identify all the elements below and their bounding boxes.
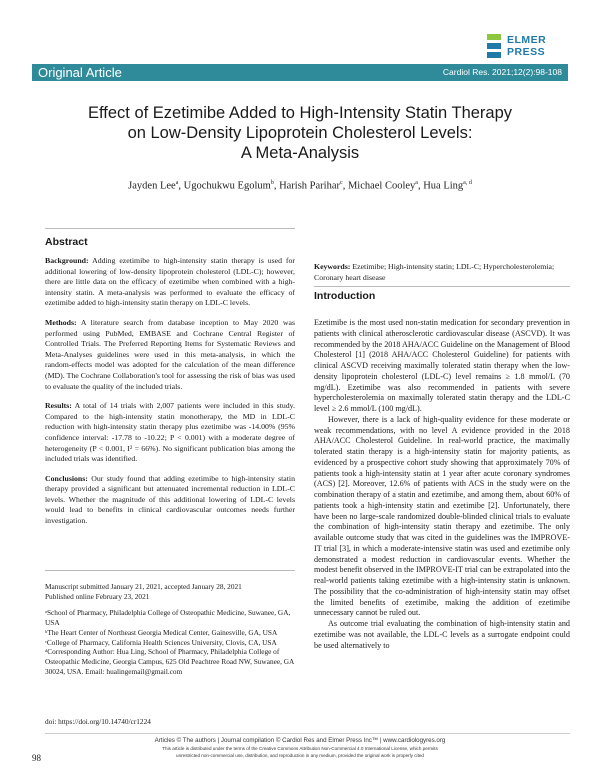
publisher-name (507, 34, 546, 58)
author-affiliation-mark: a (175, 180, 179, 186)
author-list: Jayden Lee$^a$, Ugochukwu Egolum$^b$, Harish Parihar$^c$, Michael Cooley$^a$, Hua Ling$^{a, d}$ (128, 180, 472, 192)
results-label: Results: (45, 401, 72, 411)
introduction-body (314, 318, 570, 651)
elmer-press-logo-mark (485, 32, 503, 62)
background-text: Adding ezetimibe to high-intensity statin therapy is used for additional lowering of low-density lipoprotein cholesterol (LDL-C); however, there are little data on the efficacy of ezetimibe when combined with a high-intensity statin. A meta-analysis was performed to evaluate the efficacy of ezetimibe added to high-intensity statin therapy on LDL-C levels. (45, 256, 295, 308)
methods-label: Methods: (45, 317, 77, 327)
doi-link[interactable]: doi: https://doi.org/10.14740/cr1224 (45, 717, 151, 726)
author-name: Jayden Lee (128, 180, 176, 192)
publication-date: Published online February 23, 2021 (45, 591, 150, 601)
manuscript-notes (45, 582, 295, 677)
methods-text: A literature search from database inception to May 2020 was performed using PubMed, EMBASE and Cochrane Central Register of Controlled Trials. The Preferred Reporting Items for Systematic Reviews and Meta-Analyses guidelines were used in this meta-analysis, in which the random-effects model was adopted for the calculation of the mean difference (MD). The Cochrane Collaboration's tool for assessing the risk of bias was used to evaluate the quality of the included trials. (45, 317, 295, 391)
author-affiliation-mark: b (270, 180, 274, 186)
abstract-bottom-rule (45, 570, 295, 571)
keywords-bottom-rule (314, 286, 570, 287)
footer-license-line1: This article is distributed under the terms of the Creative Commons Attribution Non-Commercial 4.0 International License, which permits (162, 746, 438, 751)
conclusions-text: Our study found that adding ezetimibe to high-intensity statin therapy provided a significant but attenuated incremental reduction in LDL-C levels. Whether the magnitude of this additional lowering of LDL-C levels would lead to benefits in clinical cardiovascular outcomes needs further investigation. (45, 473, 295, 526)
publisher-name-line2: PRESS (507, 46, 546, 58)
header-band (32, 64, 568, 81)
publisher-name-line1: ELMER (507, 34, 547, 46)
intro-paragraph-1: Ezetimibe is the most used non-statin medication for secondary prevention in patients with clinical atherosclerotic cardiovascular disease (ASCVD). It was recommended by the 2018 AHA/ACC Guideline on the Management of Blood Cholesterol [1] (2018 AHA/ACC Cholesterol Guideline) for patients with clinical ASCVD receiving maximally tolerated statin therapy when the low-density lipoprotein cholesterol (LDL-C) level remains ≥ 1.8 mmol/L (70 mg/dL). Ezetimibe was also recommended in patients with severe hypercholesterolemia on maximally tolerated statin therapy and the LDL-C level ≥ 2.6 mmol/L (100 mg/dL). (314, 318, 570, 413)
abstract-results (45, 401, 295, 465)
footer-license-line2: unrestricted non-commercial use, distribution, and reproduction in any medium, provided the original work is properly cited (176, 753, 424, 758)
author-affiliation-mark: a (415, 180, 418, 186)
keywords-label: Keywords: (314, 262, 351, 271)
publisher-logo (485, 32, 555, 68)
abstract-top-rule (45, 228, 295, 229)
author-name: Hua Ling (423, 180, 464, 192)
submission-dates: Manuscript submitted January 21, 2021, accepted January 28, 2021 (45, 582, 242, 591)
journal-citation: Cardiol Res. 2021;12(2):98-108 (442, 67, 562, 77)
introduction-heading: Introduction (314, 290, 376, 302)
author-affiliation-mark: c (340, 180, 343, 186)
background-label: Background: (45, 256, 89, 265)
title-line-3: A Meta-Analysis (240, 144, 360, 162)
abstract-background (45, 256, 295, 309)
results-text: A total of 14 trials with 2,007 patients were included in this study. Compared to the high-intensity statin monotherapy, the MD in LDL-C reduction with high-intensity statin therapy plus ezetimibe was -14.00% (95% confidence interval: -17.78 to -10.22; P < 0.001) with a moderate degree of heterogeneity (P < 0.001, I² = 66%). No significant publication bias among the included trials was identified. (45, 401, 295, 464)
article-title (60, 103, 540, 163)
abstract-body (45, 256, 295, 536)
abstract-conclusions (45, 474, 295, 527)
abstract-methods (45, 318, 295, 392)
keywords-text: Ezetimibe; High-intensity statin; LDL-C; Hypercholesterolemia; Coronary heart disease (314, 262, 555, 282)
abstract-heading: Abstract (45, 236, 88, 248)
article-type: Original Article (38, 65, 122, 80)
affiliation-c: ᶜCollege of Pharmacy, California Health Sciences University, Clovis, CA, USA (45, 637, 277, 647)
affiliation-a: ᵃSchool of Pharmacy, Philadelphia College of Osteopathic Medicine, Suwanee, GA, USA (45, 607, 291, 627)
author-affiliation-mark: a, d (463, 180, 472, 186)
conclusions-label: Conclusions: (45, 473, 88, 483)
author-name: Harish Parihar (279, 180, 341, 192)
intro-paragraph-2: However, there is a lack of high-quality evidence for these moderate or weak recommendations, with no level A evidence provided in the 2018 AHA/ACC Cholesterol Guideline. In real-world practice, the maximally tolerated statin therapy is a high-intensity statin for majority patients, as evidenced by a prospective cohort study showing that approximately 70% of patients took a high-intensity statin at 1 year after acute coronary syndromes (ACS) [2]. Moreover, 12.6% of patients with ACS in the study were on the combination therapy of a statin and ezetimibe, and among them, about 60% of patients took a high-intensity statin and ezetimibe [2]. Unfortunately, there have been no large-scale randomized double-blinded clinical trials to evaluate the combination of high-intensity statin therapy and ezetimibe. The only available outcome study that was cited in the guidelines was the IMPROVE-IT trial [3], in which a moderate-intensive statin was used and ezetimibe only demonstrated a modest reduction in cardiovascular events. Whether the modest benefit observed in the IMPROVE-IT trial can be extrapolated into the real-world patients taking ezetimibe with a high-intensity statin is unknown. The possibility that the co-administration of high-intensity statin may offset the limited benefits of ezetimibe, making the addition of ezetimibe unnecessary cannot be ruled out. (314, 414, 570, 618)
corresponding-author: ᵈCorresponding Author: Hua Ling, School of Pharmacy, Philadelphia College of Osteopathic Medicine, Georgia Campus, 625 Old Peachtree Road NW, Suwanee, GA 30024, USA. Email: hualingemail@gmail.com (45, 647, 294, 677)
keywords (314, 262, 569, 283)
page-number: 98 (32, 753, 41, 763)
footer-copyright: Articles © The authors | Journal compilation © Cardiol Res and Elmer Press Inc™ | www.cardiologyres.org (154, 737, 446, 744)
author-name: Ugochukwu Egolum (183, 180, 271, 192)
affiliation-b: ᵇThe Heart Center of Northeast Georgia Medical Center, Gainesville, GA, USA (45, 627, 278, 637)
author-name: Michael Cooley (347, 180, 416, 192)
intro-paragraph-3: As outcome trial evaluating the combination of high-intensity statin and ezetimibe was not available, the LDL-C levels as a surrogate endpoint could be used alternatively to (314, 619, 570, 650)
footer-rule (45, 733, 570, 734)
title-line-2: on Low-Density Lipoprotein Cholesterol Levels: (127, 124, 473, 142)
title-line-1: Effect of Ezetimibe Added to High-Intensity Statin Therapy (87, 104, 513, 122)
